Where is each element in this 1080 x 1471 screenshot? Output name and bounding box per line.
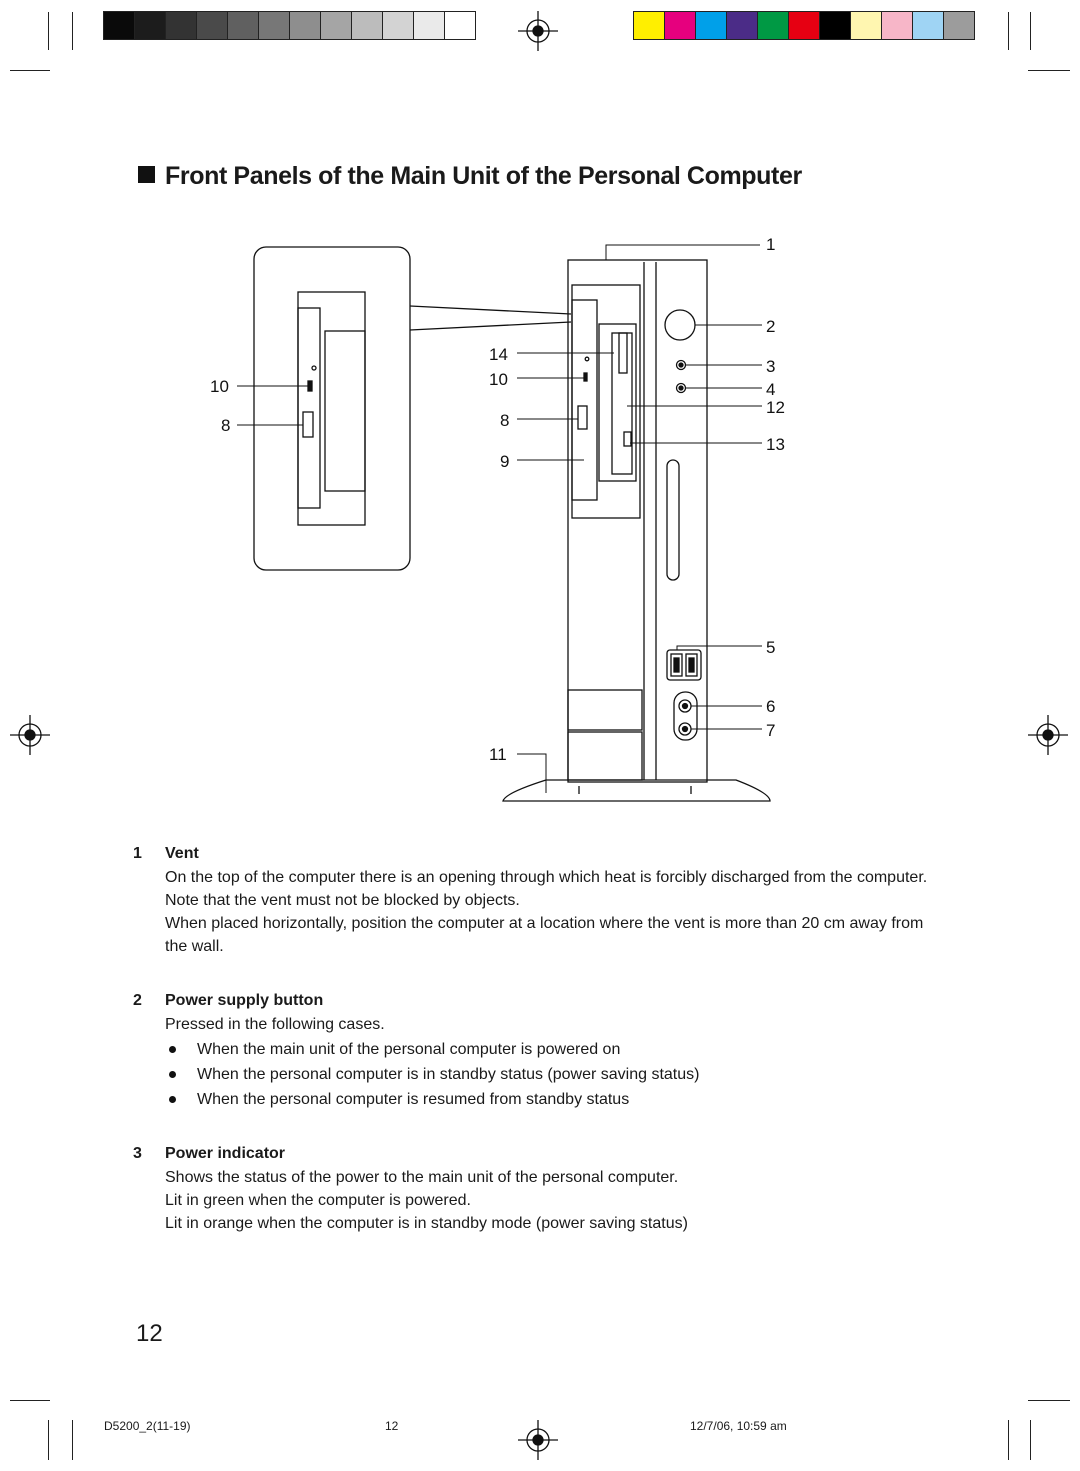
inset-callout-8: 8 (221, 416, 231, 435)
section-paragraph: Pressed in the following cases. (165, 1016, 385, 1033)
callout-7: 7 (766, 721, 776, 740)
page-number: 12 (136, 1320, 163, 1347)
callout-4: 4 (766, 380, 776, 399)
section-heading (133, 842, 933, 866)
section-paragraph: On the top of the computer there is an opening through which heat is forcibly discharged from the computer. Note that the vent must not be blocked by objects. (165, 869, 928, 909)
callout-14: 14 (489, 345, 508, 364)
section-title: Vent (165, 845, 199, 862)
callout-6: 6 (766, 697, 776, 716)
bullet-item: When the personal computer is in standby status (power saving status) (165, 1063, 933, 1086)
section-title: Power indicator (165, 1145, 286, 1162)
callout-leader-lines (237, 245, 762, 793)
section-power-indicator (133, 1142, 933, 1235)
callout-3: 3 (766, 357, 776, 376)
callout-12: 12 (766, 398, 785, 417)
callout-11: 11 (489, 745, 507, 764)
section-power-supply-button (133, 989, 933, 1113)
section-vent (133, 842, 933, 958)
section-heading (133, 989, 933, 1013)
inset-callout-10: 10 (210, 377, 229, 396)
bullet-item: When the main unit of the personal computer is powered on (165, 1038, 933, 1061)
footer-file-name: D5200_2(11-19) (104, 1419, 191, 1433)
callout-9: 9 (500, 452, 510, 471)
computer-tower (503, 260, 770, 801)
section-paragraph: Lit in green when the computer is powered. (165, 1192, 471, 1209)
callout-8: 8 (500, 411, 510, 430)
callout-1: 1 (766, 235, 776, 254)
callout-2: 2 (766, 317, 776, 336)
footer-page: 12 (385, 1419, 399, 1433)
callout-10: 10 (489, 370, 508, 389)
section-paragraph: Shows the status of the power to the main unit of the personal computer. (165, 1169, 679, 1186)
bullet-item: When the personal computer is resumed from standby status (165, 1088, 933, 1111)
section-number: 1 (133, 845, 142, 862)
inset-enlargement-panel (254, 247, 571, 570)
section-paragraph: When placed horizontally, position the computer at a location where the vent is more than 20 cm away from the wall. (165, 915, 924, 955)
callout-5: 5 (766, 638, 776, 657)
callout-13: 13 (766, 435, 785, 454)
page-title-text: Front Panels of the Main Unit of the Personal Computer (165, 162, 802, 190)
section-number: 2 (133, 992, 142, 1009)
section-heading (133, 1142, 933, 1166)
registration-mark-bottom (518, 1420, 558, 1460)
section-number: 3 (133, 1145, 142, 1162)
footer-timestamp: 12/7/06, 10:59 am (690, 1419, 787, 1433)
section-paragraph: Lit in orange when the computer is in standby mode (power saving status) (165, 1215, 688, 1232)
section-title: Power supply button (165, 992, 324, 1009)
